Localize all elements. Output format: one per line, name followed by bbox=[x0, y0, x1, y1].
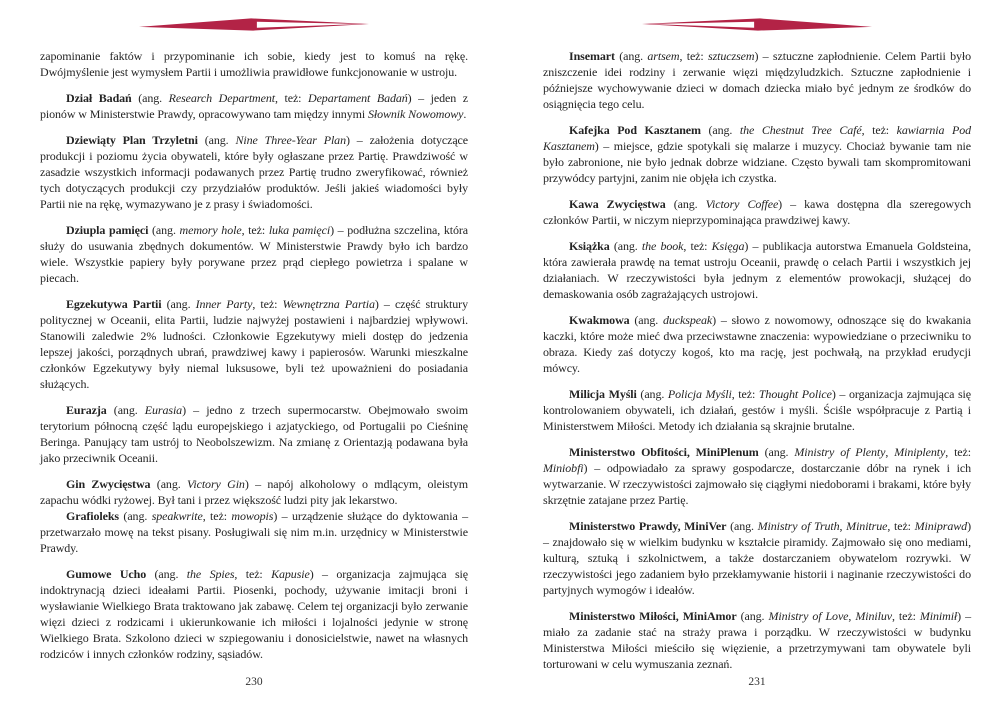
glossary-entry: Egzekutywa Partii (ang. Inner Party, też: Wewnętrzna Partia) – część struktury politycznej w Oceanii, elita Partii, ludzie najwyżej postawieni i najbardziej wpływowi. Stanowili zaledwie 2% ludności. Członkowie Egzekutywy mieli dostęp do jedzenia lepszej jakości, porządnych ubrań, prawdziwej kawy i papierosów. Warunki mieszkalne członków Egzekutywy były niemal luksusowe, byli też upoważnieni do posiadania służących. bbox=[40, 297, 468, 391]
glossary-entry: Insemart (ang. artsem, też: sztuczsem) – sztuczne zapłodnienie. Celem Partii było zniszczenie idei rodziny i zerwanie więzi międzyludzkich. Sztuczne zapłodnienie i późniejsze wychowywanie dzieci w domach dziecka miało być jednym ze środków do osiągnięcia tego celu. bbox=[543, 49, 972, 111]
glossary-entry: zapominanie faktów i przypominanie ich sobie, kiedy jest to komuś na rękę. Dwójmyślenie jest wymysłem Partii i umożliwia prawidłowe funkcjonowanie w ustroju. bbox=[40, 49, 468, 79]
glossary-entry: Kwakmowa (ang. duckspeak) – słowo z nowomowy, odnoszące się do kwakania kaczki, które może mieć dwa przeciwstawne znaczenia: wypowiedziane o przeciwniku to obraza. Kiedy zaś dotyczy kogoś, kto ma rację, jest pochwałą, na przykład erudycji mówcy. bbox=[543, 313, 971, 375]
page-left bbox=[40, 0, 468, 721]
glossary-entry: Milicja Myśli (ang. Policja Myśli, też: Thought Police) – organizacja zajmująca się kontrolowaniem obywateli, ich działań, gestów i myśli. Ściśle współpracuje z Partią i Ministerstwem Miłości. Metody ich działania są skrajnie brutalne. bbox=[543, 387, 972, 433]
glossary-entry: Kafejka Pod Kasztanem (ang. the Chestnut Tree Café, też: kawiarnia Pod Kasztanem) – miejsce, gdzie spotykali się malarze i muzycy. Chociaż bywanie tam nie było zabronione, nie było jednak dobrze widziane. Często bywali tam skompromitowani przywódcy partyjni, zanim nie objęła ich czystka. bbox=[543, 123, 972, 185]
tapered-ribbon-ornament-left-icon bbox=[139, 17, 369, 32]
glossary-entry: Książka (ang. the book, też: Księga) – publikacja autorstwa Emanuela Goldsteina, która zawierała prawdę na temat ustroju Oceanii, prawdę o celach Partii i wszystkich jej działaniach. W rzeczywistości była jednym z elementów prowokacji, służącej do demaskowania osób zagrażających ustrojowi. bbox=[543, 239, 972, 301]
glossary-text-right bbox=[543, 48, 971, 672]
glossary-text-left bbox=[40, 48, 468, 662]
glossary-entry: Gumowe Ucho (ang. the Spies, też: Kapusie) – organizacja zajmująca się indoktrynacją dzieci ideałami Partii. Piosenki, pochody, używanie imitacji broni i wysławianie Wielkiego Brata traktowano jak zabawę. Celem tej organizacji było zerwanie więzi dzieci z rodzicami i ukierunkowanie ich miłości i lojalności jedynie w stronę Wielkiego Brata. Szkolono dzieci w szpiegowaniu i donosicielstwie, nawet na własnych rodziców i innych członków rodziny, sąsiadów. bbox=[40, 567, 468, 661]
glossary-entry: Ministerstwo Prawdy, MiniVer (ang. Ministry of Truth, Minitrue, też: Miniprawd) – znajdowało się w wielkim budynku w kształcie piramidy. Zajmowało się ono mediami, kulturą, sztuką i szkolnictwem, a także dostarczaniem obywatelom rozrywki. W rzeczywistości jego zadaniem było przekłamywanie historii i naginanie rzeczywistości do partyjnych wymogów i ideałów. bbox=[543, 519, 971, 597]
glossary-entry: Kawa Zwycięstwa (ang. Victory Coffee) – kawa dostępna dla szeregowych członków Partii, w niczym nieprzypominająca prawdziwej kawy. bbox=[543, 197, 971, 227]
glossary-entry: Dziupla pamięci (ang. memory hole, też: luka pamięci) – podłużna szczelina, która służy do usuwania zbędnych dokumentów. W Ministerstwie Prawdy było ich bardzo wiele. Wszystkie papiery były porywane przez prąd ciepłego powietrza i spalane w piecach. bbox=[40, 223, 469, 285]
page-number-left: 230 bbox=[245, 676, 263, 688]
glossary-entry: Dział Badań (ang. Research Department, też: Departament Badań) – jeden z pionów w Ministerstwie Prawdy, opracowywano tam między innymi Słownik Nowomowy. bbox=[40, 91, 468, 121]
page-number-right: 231 bbox=[748, 676, 766, 688]
tapered-ribbon-ornament-right-icon bbox=[642, 17, 872, 32]
glossary-entry: Eurazja (ang. Eurasia) – jedno z trzech supermocarstw. Obejmowało swoim terytorium północną część lądu europejskiego i azjatyckiego, od Portugalii po Cieśninę Beringa. Panujący tam ustrój to Neobolszewizm. Na zmianę z Orientazją podawana była jako przeciwnik Oceanii. bbox=[40, 403, 469, 465]
glossary-entry: Dziewiąty Plan Trzyletni (ang. Nine Three-Year Plan) – założenia dotyczące produkcji i poziomu życia obywateli, które były ogłaszane przez Partię. Prawdziwość w zasadzie wszystkich informacji podawanych przez Partię trudno zweryfikować, również tych dotyczących produkcji czy przydziałów produktów. Jeśli jakieś wiadomości były Partii nie na rękę, wymazywano je z prasy i świadomości. bbox=[40, 133, 468, 211]
glossary-entry: Ministerstwo Obfitości, MiniPlenum (ang. Ministry of Plenty, Miniplenty, też: Miniobfi) – odpowiadało za sprawy gospodarcze, dostarczanie dóbr na rynek i ich wytwarzanie. W rzeczywistości zajmowało się ciągłymi niedoborami i brakami, które były skrzętnie zatajane przez Partię. bbox=[543, 445, 971, 507]
page-right bbox=[543, 0, 971, 721]
glossary-entry: Gin Zwycięstwa (ang. Victory Gin) – napój alkoholowy o mdlącym, oleistym zapachu wódki ryżowej. Był tani i przez większość ludzi pity jak lekarstwo. bbox=[40, 477, 468, 507]
glossary-entry: Ministerstwo Miłości, MiniAmor (ang. Ministry of Love, Miniluv, też: Minimił) – miało za zadanie stać na straży prawa i porządku. W rzeczywistości w budynku Ministerstwa Miłości mieściło się więzienie, a przetrzymywani tam obywatele byli torturowani w celu wymuszania zeznań. bbox=[543, 609, 971, 671]
glossary-entry: Grafioleks (ang. speakwrite, też: mowopis) – urządzenie służące do dyktowania – przetwarzało mowę na tekst pisany. Posługiwali się nim m.in. urzędnicy w Ministerstwie Prawdy. bbox=[40, 509, 468, 555]
